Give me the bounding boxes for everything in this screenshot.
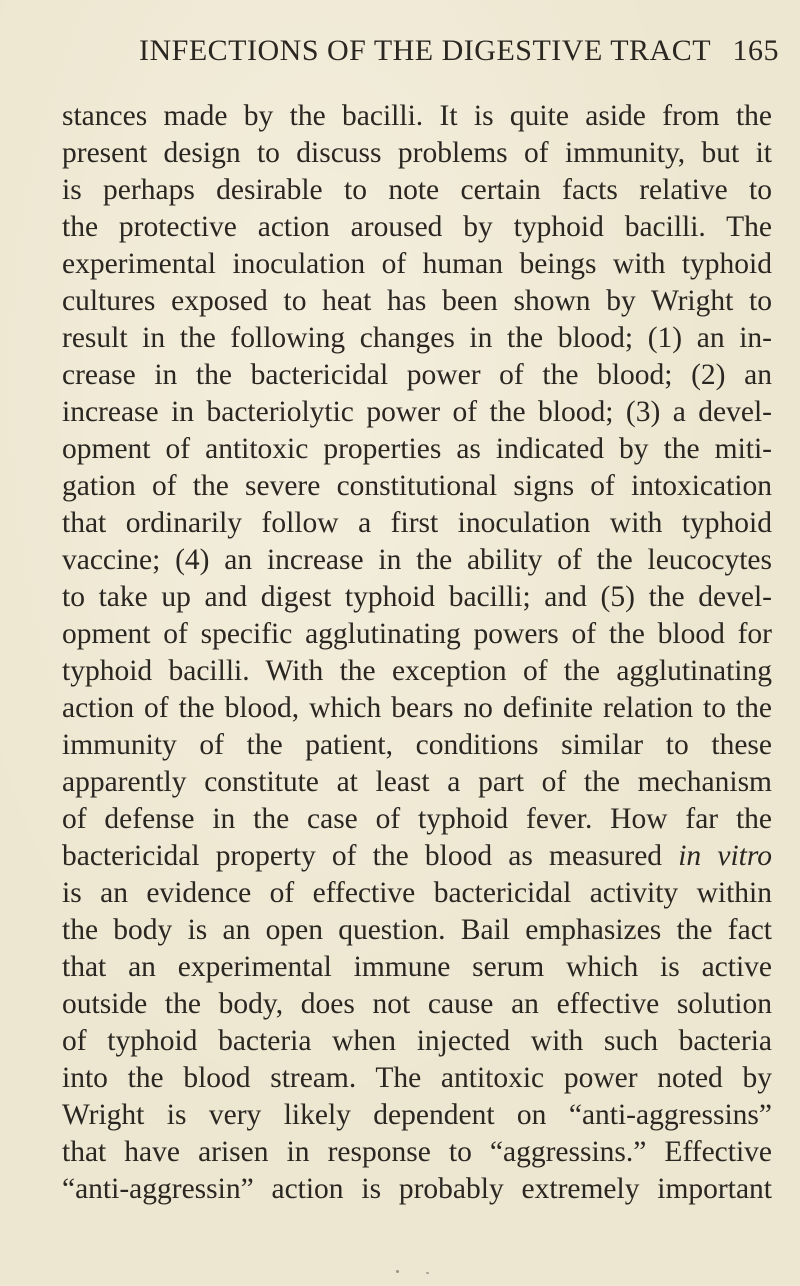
text-line: gation of the severe constitutional signs of intoxication — [62, 470, 772, 502]
text-line: immunity of the patient, conditions similar to these — [62, 729, 772, 761]
text-line: of typhoid bacteria when injected with such bacteria — [62, 1025, 772, 1057]
text-line: “anti-aggressin” action is probably extremely important — [62, 1173, 772, 1205]
italic-phrase: in vitro — [678, 840, 772, 872]
text-line: Wright is very likely dependent on “anti-aggressins” — [62, 1099, 772, 1131]
text-line: that have arisen in response to “aggressins.” Effective — [62, 1136, 772, 1168]
text-line: cultures exposed to heat has been shown by Wright to — [62, 285, 772, 317]
text-line: action of the blood, which bears no definite relation to the — [62, 692, 772, 724]
text-line: apparently constitute at least a part of the mechanism — [62, 766, 772, 798]
text-line: the protective action aroused by typhoid bacilli. The — [62, 211, 772, 243]
text-line: vaccine; (4) an increase in the ability of the leucocytes — [62, 544, 772, 576]
text-line: that an experimental immune serum which is active — [62, 951, 772, 983]
text-line: of defense in the case of typhoid fever. How far the — [62, 803, 772, 835]
text-line: crease in the bactericidal power of the blood; (2) an — [62, 359, 772, 391]
text-line-with-italic: bactericidal property of the blood as measured in vitro — [62, 840, 772, 872]
paper-speck — [396, 1270, 399, 1273]
text-line: outside the body, does not cause an effective solution — [62, 988, 772, 1020]
chapter-title: INFECTIONS OF THE DIGESTIVE TRACT — [139, 34, 712, 67]
text-line: stances made by the bacilli. It is quite aside from the — [62, 100, 772, 132]
text-line: is perhaps desirable to note certain facts relative to — [62, 174, 772, 206]
text-line: is an evidence of effective bactericidal activity within — [62, 877, 772, 909]
paper-speck — [426, 1272, 429, 1274]
text-line: opment of antitoxic properties as indicated by the miti- — [62, 433, 772, 465]
text-line: present design to discuss problems of immunity, but it — [62, 137, 772, 169]
text-line: increase in bacteriolytic power of the blood; (3) a devel- — [62, 396, 772, 428]
text-line: opment of specific agglutinating powers of the blood for — [62, 618, 772, 650]
text-line: result in the following changes in the blood; (1) an in- — [62, 322, 772, 354]
text-line: into the blood stream. The antitoxic power noted by — [62, 1062, 772, 1094]
text-line: the body is an open question. Bail emphasizes the fact — [62, 914, 772, 946]
page-number: 165 — [732, 34, 779, 67]
text-line: that ordinarily follow a first inoculation with typhoid — [62, 507, 772, 539]
text-line: typhoid bacilli. With the exception of the agglutinating — [62, 655, 772, 687]
body-paragraph — [62, 98, 772, 1208]
text-line: to take up and digest typhoid bacilli; and (5) the devel- — [62, 581, 772, 613]
text-line: experimental inoculation of human beings with typhoid — [62, 248, 772, 280]
running-head — [139, 34, 779, 74]
